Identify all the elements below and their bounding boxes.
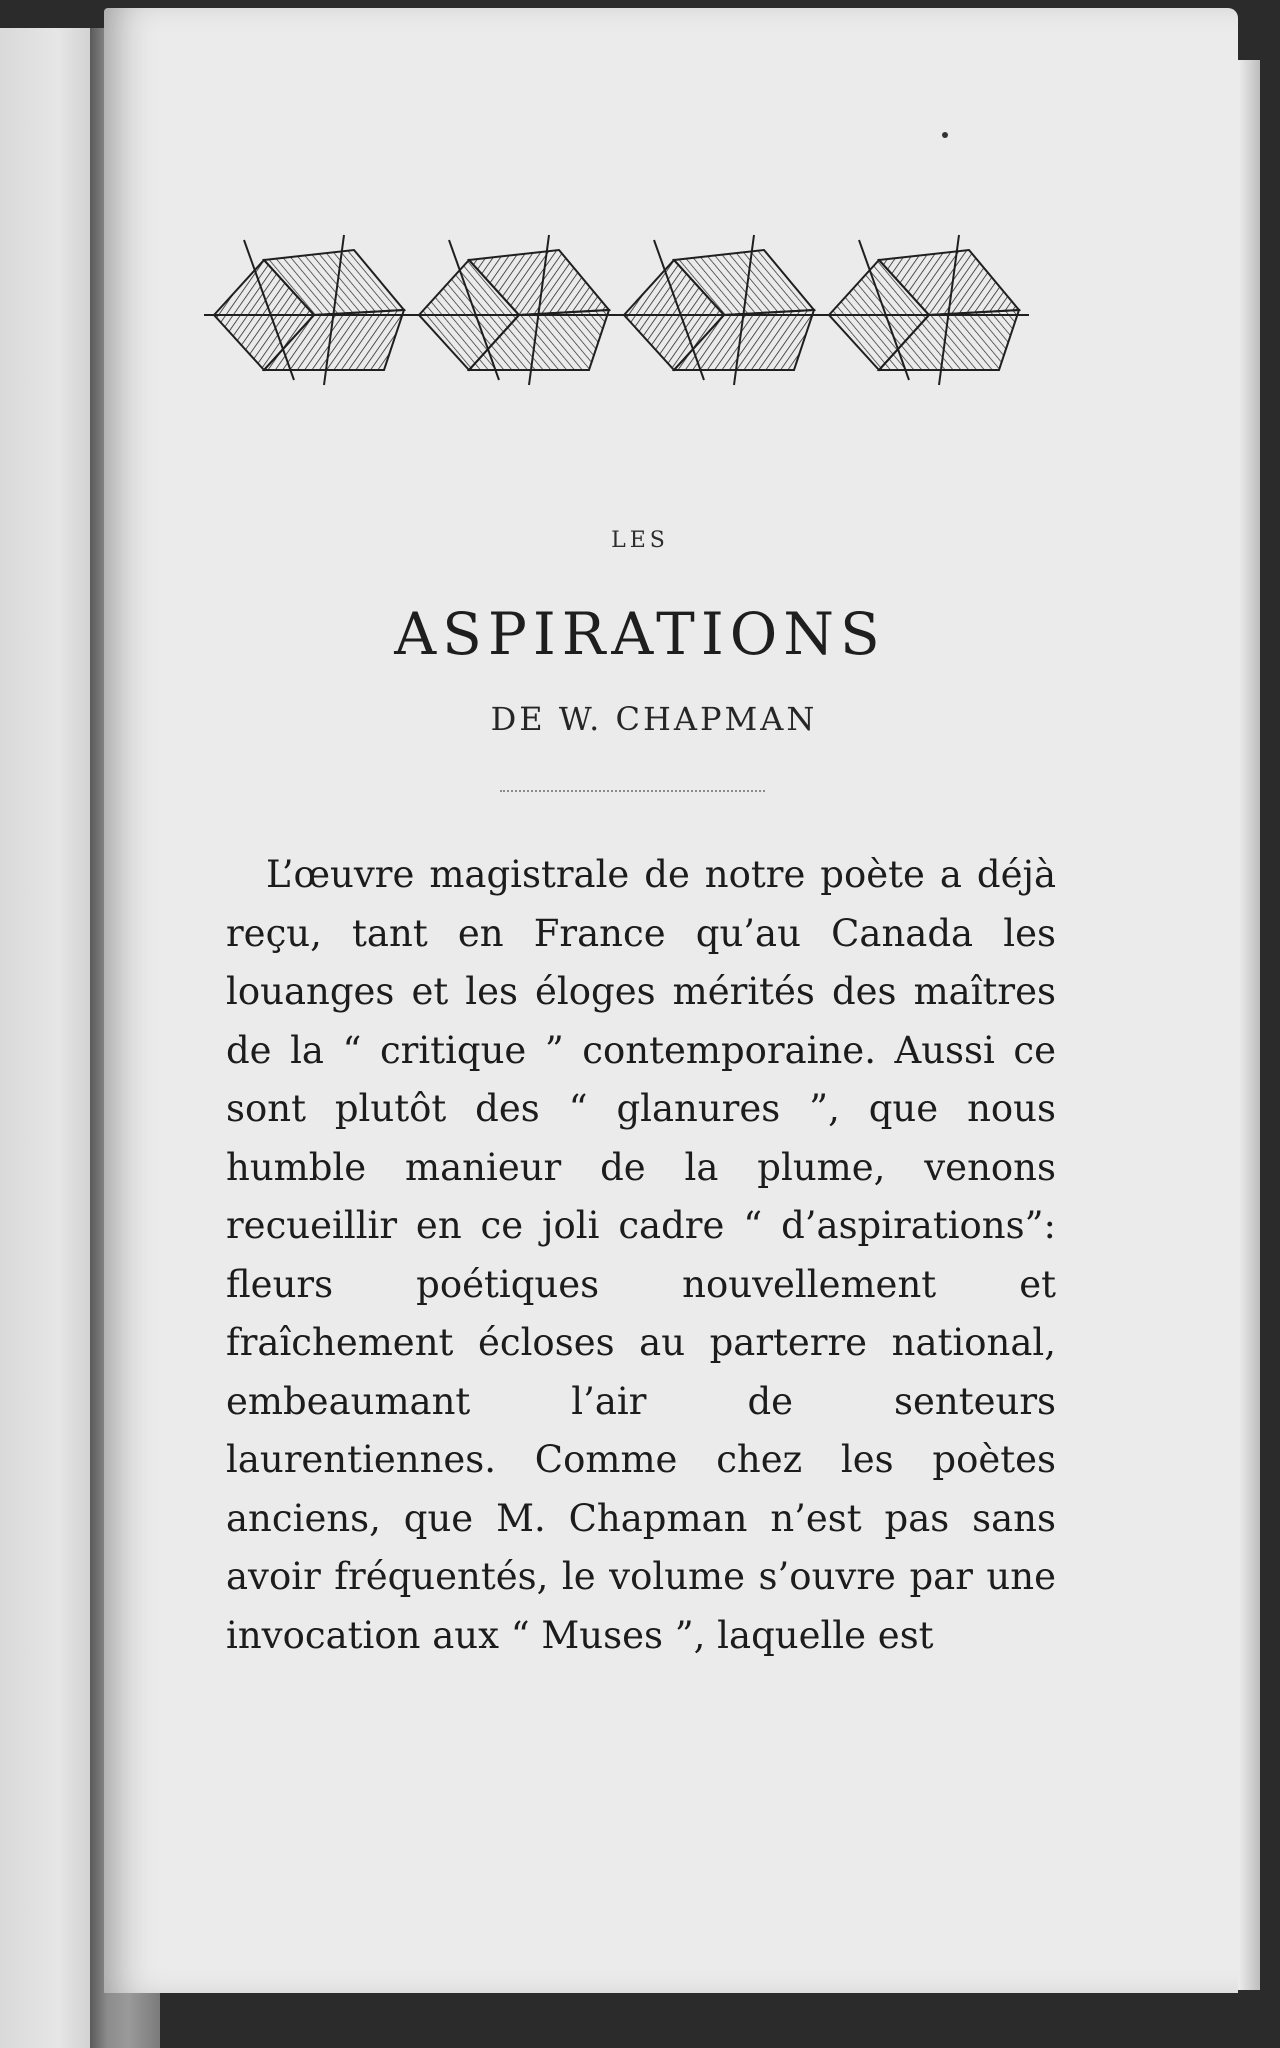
ornamental-headpiece-icon	[204, 220, 1034, 390]
page-title: ASPIRATIONS	[394, 600, 886, 668]
heading-small: LES	[611, 528, 669, 553]
ink-speck	[942, 132, 948, 138]
facing-page-edge	[0, 28, 96, 2048]
body-paragraph: L’œuvre magistrale de notre poète a déjà reçu, tant en France qu’au Canada les louanges et les éloges mérités des maîtres de la “ critique ” contemporaine. Aussi ce sont plutôt des “ glanures ”, que nous humble manieur de la plume, venons recueillir en ce joli cadre “ d’aspirations”: fleurs poétiques nouvellement et fraîchement écloses au parterre national, embeaumant l’air de senteurs laurentiennes. Comme chez les poètes anciens, que M. Chapman n’est pas sans avoir fréquentés, le volume s’ouvre par une invocation aux “ Muses ”, laquelle est	[226, 853, 1056, 1657]
heading-subtitle: DE W. CHAPMAN	[490, 700, 818, 738]
dotted-divider	[500, 790, 765, 792]
